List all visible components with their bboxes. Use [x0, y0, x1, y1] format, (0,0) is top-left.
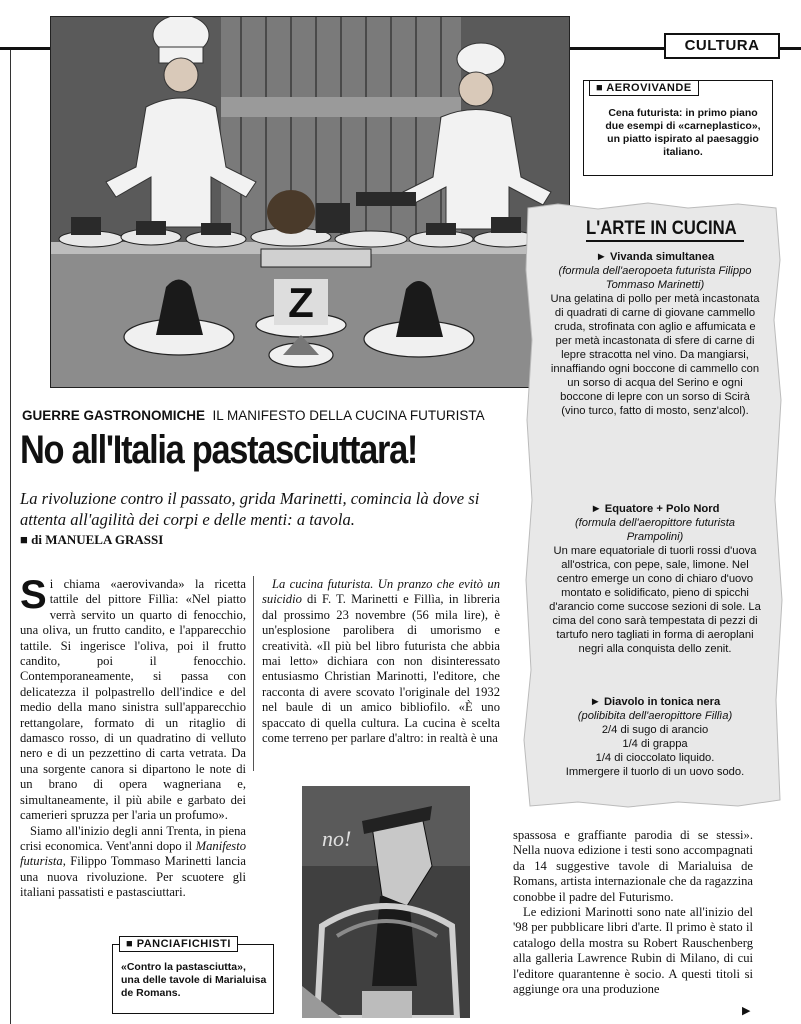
left-rule — [10, 50, 11, 1024]
sidebar-recipe-1 — [540, 250, 770, 418]
triangle-bullet-icon: ► — [590, 503, 602, 515]
recipe-line: 1/4 di cioccolato liquido. — [595, 752, 715, 764]
top-rule-right — [568, 47, 664, 50]
artwork-image — [302, 786, 470, 1018]
recipe-subtitle: (formula dell'aeropittore futurista Prampolini) — [574, 517, 736, 543]
column-rule — [253, 576, 254, 771]
byline: ■ di MANUELA GRASSI — [20, 532, 164, 547]
paragraph: Le edizioni Marinotti sono nate all'inizio del '98 per pubblicare libri d'arte. Il primo è stato il catalogo della mostra su Robert Rauschenberg alla galleria Lawrence Rubin di Milano, di cui l'editore quarantenne è socio. A questi titoli si aggiunge ora una produzione — [513, 905, 753, 997]
kicker: GUERRE GASTRONOMICHE IL MANIFESTO DELLA CUCINA FUTURISTA — [22, 408, 485, 423]
sidebar-title-rule — [586, 240, 744, 242]
continue-arrow-icon: ▶ — [742, 1005, 751, 1017]
sidebar-title: L'ARTE IN CUCINA — [586, 218, 737, 239]
article-column-3 — [513, 828, 753, 997]
recipe-subtitle: (polibibita dell'aeropittore Fillìa) — [577, 710, 733, 722]
artwork-illustration — [302, 786, 470, 1018]
banquet-photo — [50, 16, 570, 388]
recipe-subtitle: (formula dell'aeropoeta futurista Filippo Tommaso Marinetti) — [558, 265, 752, 291]
banquet-photo-image — [51, 17, 569, 387]
paragraph: Siamo all'inizio degli anni Trenta, in piena crisi economica. Vent'anni dopo il Manifesto futurista, Filippo Tommaso Marinetti lancia una nuova rivoluzione. Per scuotere gli italiani passatisti e pastasciuttari. — [20, 823, 246, 900]
plate-letter: Z — [288, 279, 314, 326]
paragraph: Si chiama «aerovivanda» la ricetta tattile del pittore Fillìa: «Nel piatto verrà servito un quarto di fenocchio, una oliva, un frutto candito, e l'apparecchio tattile. Si ingerisce l'oliva, poi il frutto candito, poi il fenocchio. Contemporaneamente, si passa con delicatezza il polpastrello dell'indice e del medio della mano sinistra sull'apparecchio rettangolare, formato di un ritaglio di damasco rosso, di un quadratino di velluto nero e di un pezzettino di carta vetrata. Da una sorgente canora si dipartono le note di un brano di opera wagneriana e, simultaneamente, il più abile e garbato dei camerieri spruzza per l'aria un profumo». — [20, 573, 246, 823]
paragraph: La cucina futurista. Un pranzo che evitò un suicidio di F. T. Marinetti e Fillìa, in libreria dal prossimo 23 novembre (56 mila lire), è un'esplosione parolibera di umorismo e creatività. «Il più bel libro futurista che abbia mai letto» dichiara con non disinteressato entusiasmo Christian Marinotti, l'editore, che racconta di avere scovato l'originale del 1932 nel baule di un amico bibliofilo. «È uno spaccato di quella cultura. La cucina è scelta come terreno per parlare d'altro: in realtà è una — [262, 577, 500, 746]
artwork-scribble: no! — [322, 826, 352, 851]
article-column-1 — [20, 573, 246, 901]
sidebar-recipe-2 — [540, 502, 770, 656]
recipe-body: Una gelatina di pollo per metà incastonata di quadrati di carne di giovane cammello cruda, strofinata con aglio e affumicata e per metà incastonata di sfere di carne di lepre stracotta nel vino. Da mangiarsi, innaffiando ogni boccone di cammello con un sorso di acqua del Serino e ogni boccone di lepre con un sorso di Scirà (vino turco, fatto di mosto, senz'alcol). — [550, 293, 760, 417]
art-caption-box — [112, 938, 274, 1014]
square-bullet-icon: ■ — [126, 938, 137, 950]
recipe-line: 2/4 di sugo di arancio — [601, 724, 709, 736]
recipe-line: 1/4 di grappa — [622, 738, 688, 750]
triangle-bullet-icon: ► — [589, 696, 601, 708]
drop-cap: S — [20, 573, 47, 617]
square-bullet-icon: ■ — [20, 532, 32, 547]
recipe-name: Equatore + Polo Nord — [604, 503, 720, 515]
recipe-name: Diavolo in tonica nera — [603, 696, 721, 708]
square-bullet-icon: ■ — [596, 82, 607, 94]
recipe-body: Un mare equatoriale di tuorli rossi d'uova all'ostrica, con pepe, sale, limone. Nel centro emerge un cono di chiaro d'uovo montato e solidificato, pieno di spicchi d'arancio come succose sezioni di sole. La cima del cono sarà tempestata di pezzi di tartufo nero tagliati in forma di aeroplani negri alla conquista dello zenit. — [549, 545, 761, 655]
sidebar-recipe-3 — [540, 695, 770, 779]
recipe-name: Vivanda simultanea — [609, 251, 715, 263]
triangle-bullet-icon: ► — [595, 251, 607, 263]
photo-caption-box — [583, 80, 773, 176]
photo-caption-tag: ■ AEROVIVANDE — [589, 80, 699, 96]
art-caption-tag: ■ PANCIAFICHISTI — [119, 936, 238, 952]
headline: No all'Italia pastasciuttara! — [20, 428, 418, 472]
art-caption-text: «Contro la pastasciutta», una delle tavole di Marialuisa de Romans. — [121, 961, 267, 999]
paragraph: spassosa e graffiante parodia di se stessi». Nella nuova edizione i testi sono accompagnati da 14 suggestive tavole di Marialuisa de Romans, artista internazionale che da ragazzina conobbe il padre del Futurismo. — [513, 828, 753, 904]
article-column-2 — [262, 577, 500, 746]
top-rule — [0, 47, 50, 50]
photo-caption-text: Cena futurista: in primo piano due esempi di «carneplastico», un piatto ispirato al paesaggio italiano. — [605, 107, 761, 158]
standfirst: La rivoluzione contro il passato, grida Marinetti, comincia là dove si attenta all'agilità dei corpi e delle menti: a tavola. — [20, 489, 480, 529]
section-label: CULTURA — [664, 33, 780, 59]
recipe-line: Immergere il tuorlo di un uovo sodo. — [565, 766, 745, 778]
